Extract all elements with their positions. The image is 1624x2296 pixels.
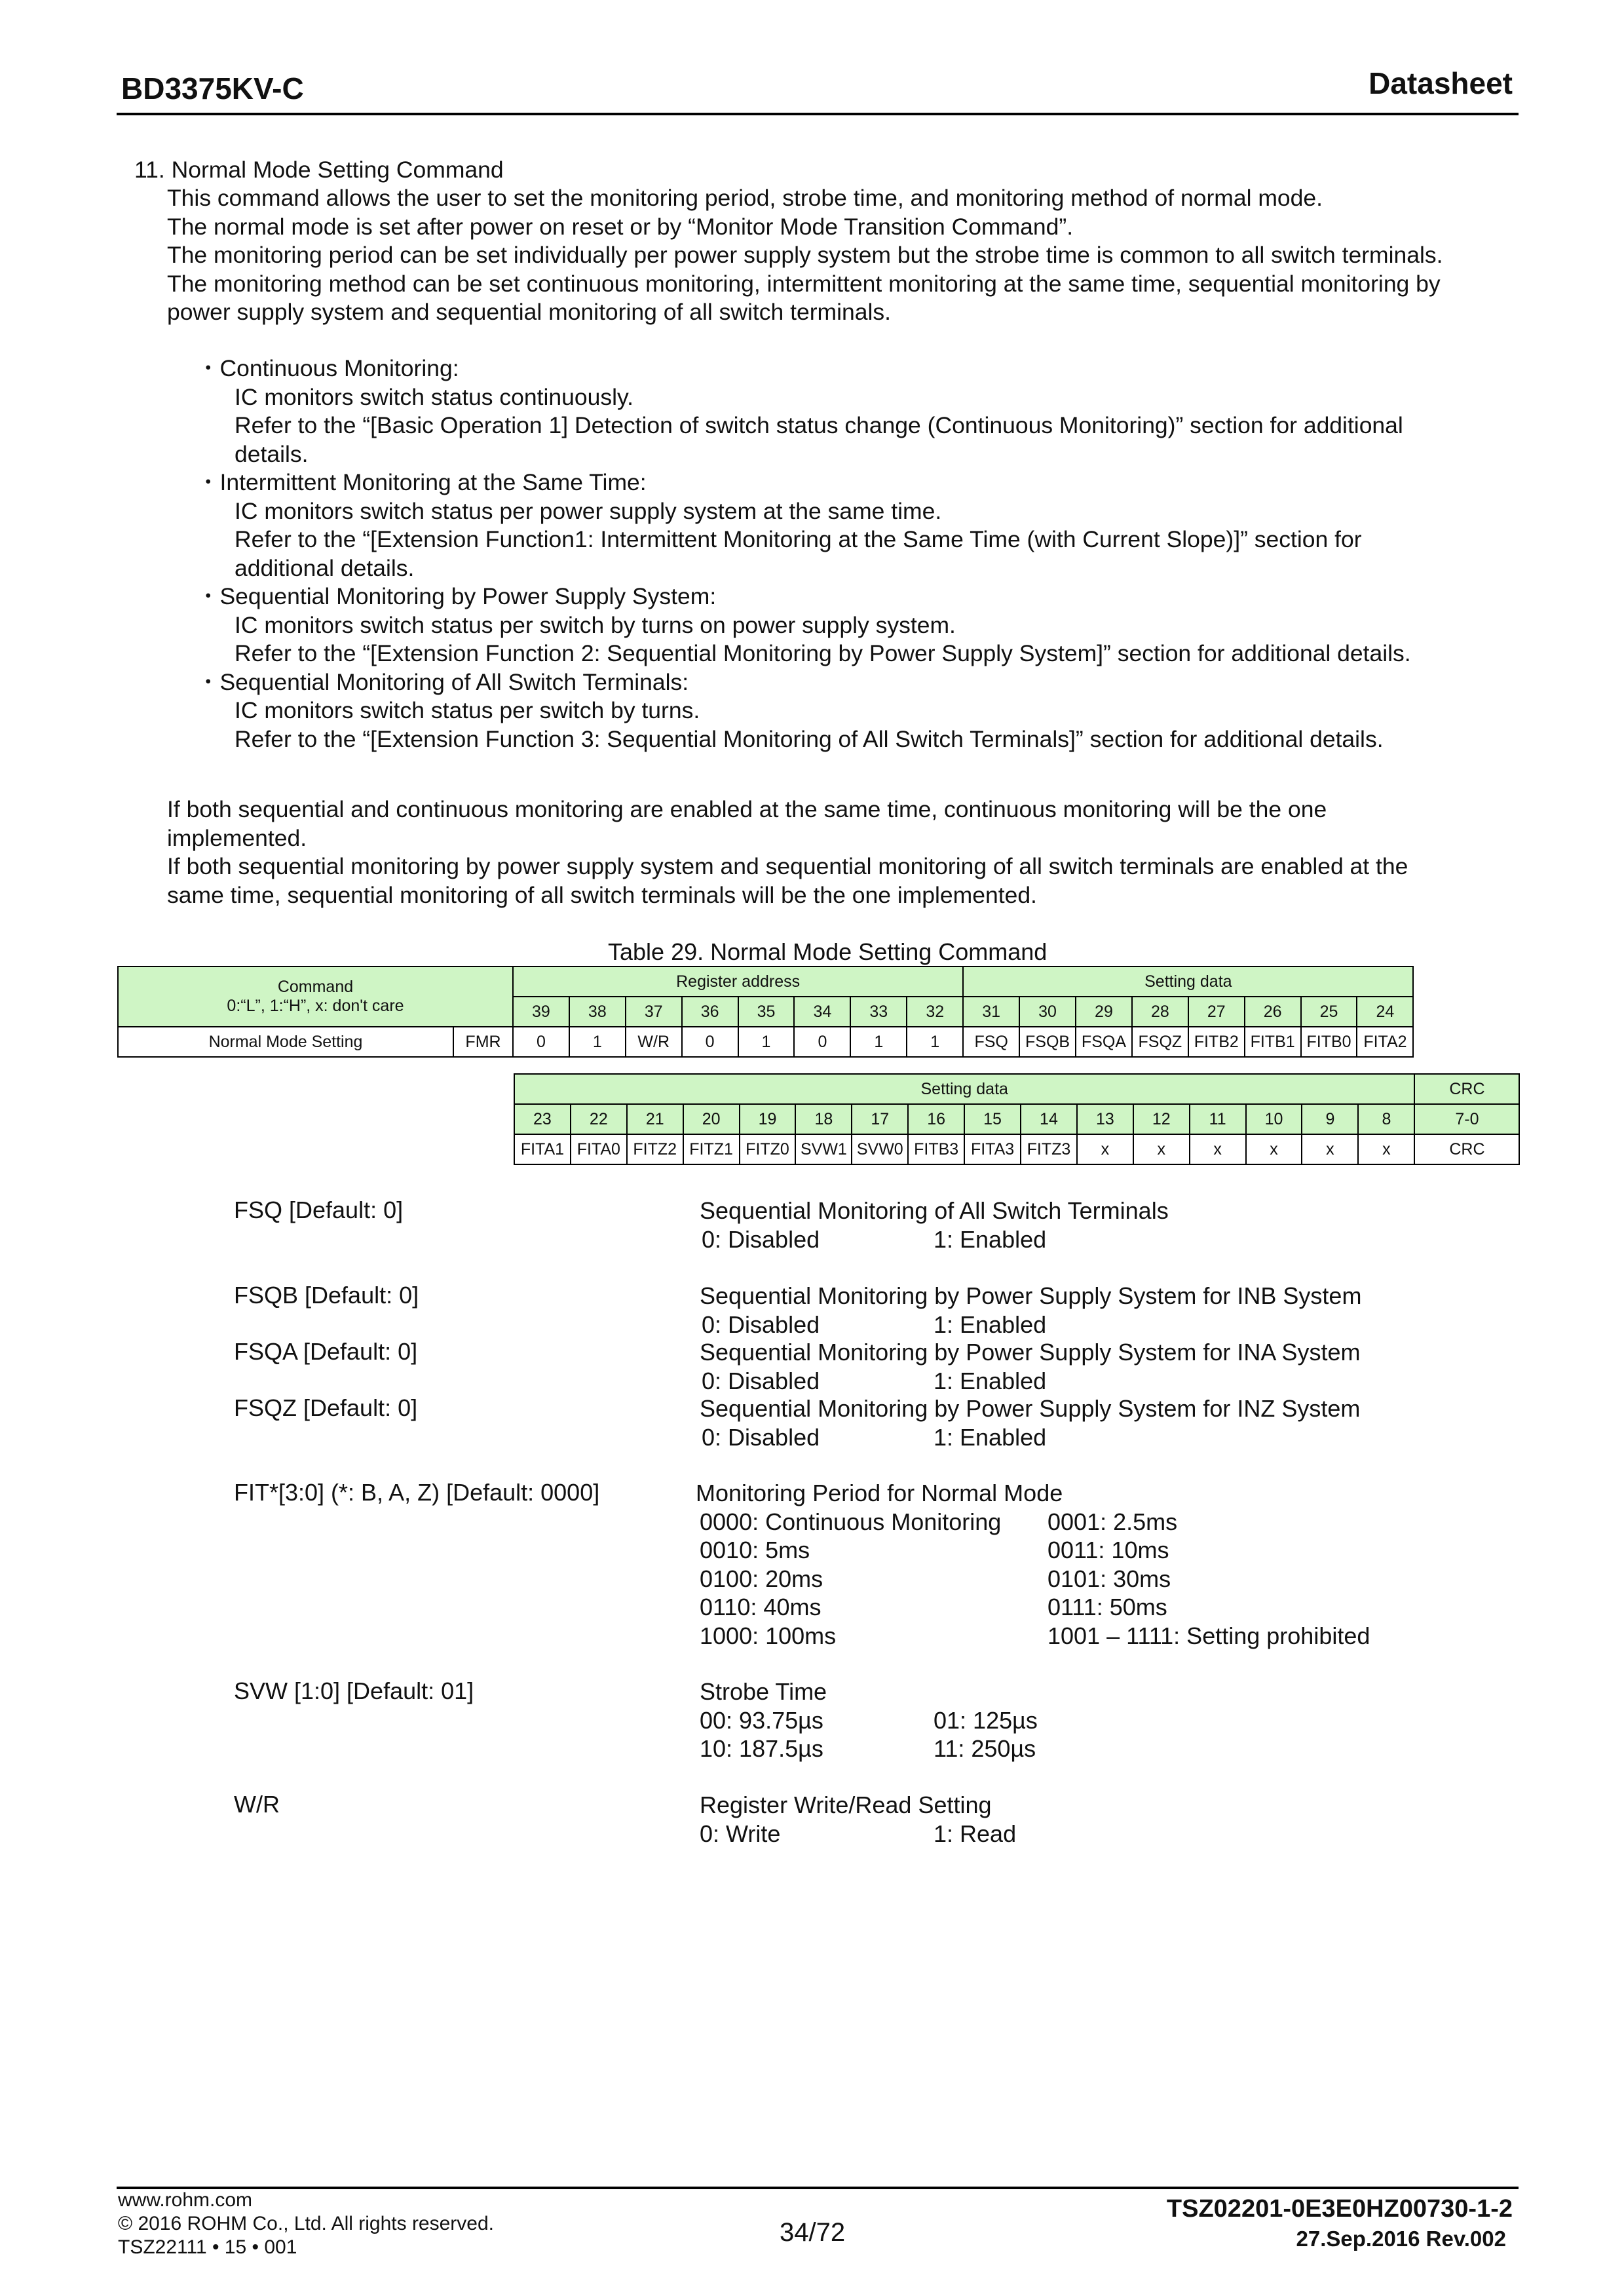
intro-line: The monitoring period can be set individually per power supply system but the strobe time is common to all switch terminals. <box>167 242 1443 268</box>
field-name-wr: W/R <box>234 1791 280 1818</box>
bit-number: 15 <box>964 1104 1021 1134</box>
option: 0100: 20ms <box>700 1565 823 1592</box>
bit-number: 11 <box>1190 1104 1246 1134</box>
bullet-heading: ・Intermittent Monitoring at the Same Time: <box>197 469 647 495</box>
option: 1: Enabled <box>934 1311 1047 1338</box>
bit-number: 30 <box>1019 997 1076 1027</box>
bullet-heading: ・Sequential Monitoring by Power Supply System: <box>197 583 717 609</box>
intro-line: The normal mode is set after power on reset or by “Monitor Mode Transition Command”. <box>167 213 1074 240</box>
bit-value: 0 <box>682 1027 738 1057</box>
bit-number: 31 <box>963 997 1019 1027</box>
bit-value: x <box>1190 1134 1246 1164</box>
command-header: Command <box>277 978 354 996</box>
intro-line: power supply system and sequential monitoring of all switch terminals. <box>167 299 891 325</box>
field-options <box>696 1536 1169 1565</box>
bit-value: 0 <box>794 1027 850 1057</box>
register-table-upper <box>117 966 1414 1058</box>
option: 0: Write <box>700 1820 781 1847</box>
option: 00: 93.75µs <box>700 1706 823 1734</box>
bit-number: 32 <box>907 997 963 1027</box>
bullet-line: IC monitors switch status continuously. <box>235 383 633 410</box>
option: 1: Enabled <box>934 1367 1047 1394</box>
priority-notes <box>167 795 1408 909</box>
bit-value: FITB2 <box>1188 1027 1245 1057</box>
bullet-line: IC monitors switch status per switch by turns. <box>235 697 700 723</box>
bit-number: 22 <box>571 1104 627 1134</box>
bullet-line: details. <box>235 440 309 467</box>
option: 0001: 2.5ms <box>1048 1508 1178 1535</box>
crc-header: CRC <box>1414 1074 1519 1104</box>
bit-value: FITB1 <box>1245 1027 1301 1057</box>
bit-value: FSQ <box>963 1027 1019 1057</box>
option: 1: Enabled <box>934 1225 1047 1253</box>
field-name-fsq: FSQ [Default: 0] <box>234 1196 404 1223</box>
field-desc-fsqb <box>700 1282 1361 1339</box>
bullet-line: Refer to the “[Extension Function1: Intermittent Monitoring at the Same Time (with Current Slope)]” section for <box>235 526 1362 552</box>
bullet-line: IC monitors switch status per power supply system at the same time. <box>235 497 942 524</box>
option: 1001 – 1111: Setting prohibited <box>1048 1622 1370 1649</box>
bit-value: FITA0 <box>571 1134 627 1164</box>
note-line: If both sequential and continuous monitoring are enabled at the same time, continuous monitoring will be the one <box>167 796 1327 822</box>
header-rule <box>117 113 1519 115</box>
bit-number: 39 <box>513 997 569 1027</box>
field-desc-title: Monitoring Period for Normal Mode <box>696 1480 1063 1506</box>
field-options <box>700 1734 1036 1763</box>
bit-number: 33 <box>850 997 907 1027</box>
field-name-fsqz: FSQZ [Default: 0] <box>234 1394 418 1421</box>
bit-value: FITA2 <box>1357 1027 1413 1057</box>
bit-value: FITZ2 <box>627 1134 683 1164</box>
bit-number: 23 <box>514 1104 571 1134</box>
page-number: 34/72 <box>780 2218 846 2247</box>
field-desc-title: Sequential Monitoring of All Switch Terminals <box>700 1197 1169 1224</box>
field-options <box>700 1706 1038 1735</box>
bit-number: 16 <box>908 1104 964 1134</box>
option: 0111: 50ms <box>1048 1594 1167 1620</box>
bit-value: FITZ0 <box>740 1134 796 1164</box>
bit-number: 13 <box>1077 1104 1133 1134</box>
field-options <box>696 1508 1178 1537</box>
bit-number: 25 <box>1301 997 1357 1027</box>
doc-type: Datasheet <box>1369 66 1513 100</box>
command-name: Normal Mode Setting <box>118 1027 453 1057</box>
part-number: BD3375KV-C <box>121 71 304 105</box>
option: 0000: Continuous Monitoring <box>700 1508 1002 1535</box>
bit-number: 9 <box>1302 1104 1358 1134</box>
bit-value: SVW0 <box>852 1134 908 1164</box>
option: 1: Enabled <box>934 1423 1047 1451</box>
bit-value: 1 <box>850 1027 907 1057</box>
copyright: © 2016 ROHM Co., Ltd. All rights reserved. <box>118 2213 494 2234</box>
field-desc-svw <box>700 1677 1038 1763</box>
bullet-heading: ・Sequential Monitoring of All Switch Terminals: <box>197 668 689 695</box>
bit-number: 29 <box>1076 997 1132 1027</box>
bit-value: FSQZ <box>1132 1027 1188 1057</box>
bit-number: 35 <box>738 997 795 1027</box>
bullet-line: Refer to the “[Basic Operation 1] Detection of switch status change (Continuous Monitoring)” section for additional <box>235 412 1403 438</box>
field-desc-fsqz <box>700 1394 1360 1451</box>
field-options <box>696 1622 1370 1651</box>
field-name-fsqa: FSQA [Default: 0] <box>234 1338 418 1365</box>
option: 0: Disabled <box>702 1225 820 1253</box>
bit-number: 12 <box>1133 1104 1190 1134</box>
bit-value: FITA1 <box>514 1134 571 1164</box>
option: 0: Disabled <box>702 1423 820 1451</box>
bit-value: 1 <box>738 1027 795 1057</box>
field-desc-wr <box>700 1791 1017 1848</box>
note-line: same time, sequential monitoring of all switch terminals will be the one implemented. <box>167 881 1037 908</box>
bit-value: FITZ3 <box>1021 1134 1077 1164</box>
monitoring-modes-list <box>197 354 1411 754</box>
bit-number: 10 <box>1246 1104 1302 1134</box>
bit-number: 26 <box>1245 997 1301 1027</box>
field-desc-title: Sequential Monitoring by Power Supply System for INA System <box>700 1339 1361 1366</box>
crc-bits: 7-0 <box>1414 1104 1519 1134</box>
field-options <box>700 1820 1017 1848</box>
command-code: FMR <box>453 1027 513 1057</box>
option: 0: Disabled <box>702 1367 820 1394</box>
field-options <box>696 1565 1171 1594</box>
bit-value: FITA3 <box>964 1134 1021 1164</box>
field-name-svw: SVW [1:0] [Default: 01] <box>234 1677 474 1704</box>
bit-value: x <box>1358 1134 1414 1164</box>
bit-number: 21 <box>627 1104 683 1134</box>
bit-number: 28 <box>1132 997 1188 1027</box>
bullet-line: additional details. <box>235 554 415 581</box>
field-options <box>696 1593 1167 1622</box>
date-revision: 27.Sep.2016 Rev.002 <box>1296 2227 1506 2251</box>
bit-value: 1 <box>907 1027 963 1057</box>
bullet-line: IC monitors switch status per switch by turns on power supply system. <box>235 611 956 638</box>
field-name-fsqb: FSQB [Default: 0] <box>234 1282 419 1309</box>
bit-number: 18 <box>795 1104 852 1134</box>
register-table-lower <box>514 1073 1520 1165</box>
bit-number: 36 <box>682 997 738 1027</box>
field-desc-title: Strobe Time <box>700 1678 827 1705</box>
field-options <box>700 1225 1169 1254</box>
option: 0110: 40ms <box>700 1594 821 1620</box>
field-desc-title: Sequential Monitoring by Power Supply System for INZ System <box>700 1395 1361 1422</box>
bit-value: x <box>1302 1134 1358 1164</box>
option: 0: Disabled <box>702 1311 820 1338</box>
bit-number: 37 <box>626 997 682 1027</box>
field-desc-title: Sequential Monitoring by Power Supply System for INB System <box>700 1282 1362 1309</box>
bit-number: 38 <box>569 997 626 1027</box>
field-options <box>700 1423 1360 1452</box>
section-intro <box>167 184 1443 327</box>
option: 0010: 5ms <box>700 1537 810 1563</box>
command-legend: 0:“L”, 1:“H”, x: don't care <box>227 997 404 1015</box>
bit-value: FITB0 <box>1301 1027 1357 1057</box>
crc-value: CRC <box>1414 1134 1519 1164</box>
bullet-line: Refer to the “[Extension Function 3: Sequential Monitoring of All Switch Terminals]” section for additional details. <box>235 725 1384 752</box>
option: 11: 250µs <box>934 1735 1036 1762</box>
footer-code: TSZ22111 • 15 • 001 <box>118 2236 297 2258</box>
field-desc-fit <box>696 1479 1370 1650</box>
bit-value: W/R <box>626 1027 682 1057</box>
field-options <box>700 1367 1360 1396</box>
option: 1000: 100ms <box>700 1622 837 1649</box>
bit-value: x <box>1246 1134 1302 1164</box>
field-name-fit: FIT*[3:0] (*: B, A, Z) [Default: 0000] <box>234 1479 600 1506</box>
bit-value: FITB3 <box>908 1134 964 1164</box>
bit-number: 20 <box>683 1104 740 1134</box>
bit-number: 8 <box>1358 1104 1414 1134</box>
note-line: implemented. <box>167 824 307 851</box>
setting-data-header: Setting data <box>514 1074 1414 1104</box>
bit-number: 14 <box>1021 1104 1077 1134</box>
intro-line: The monitoring method can be set continuous monitoring, intermittent monitoring at the same time, sequential monitoring by <box>167 270 1441 297</box>
register-address-header: Register address <box>513 966 963 997</box>
command-header-cell <box>118 966 513 1027</box>
bit-number: 19 <box>740 1104 796 1134</box>
bit-number: 34 <box>794 997 850 1027</box>
field-desc-fsq <box>700 1196 1169 1253</box>
bit-value: 0 <box>513 1027 569 1057</box>
setting-data-header: Setting data <box>963 966 1413 997</box>
doc-number: TSZ02201-0E3E0HZ00730-1-2 <box>1166 2195 1513 2223</box>
bit-value: 1 <box>569 1027 626 1057</box>
option: 1: Read <box>934 1820 1017 1847</box>
option: 0011: 10ms <box>1048 1537 1169 1563</box>
table-caption: Table 29. Normal Mode Setting Command <box>608 938 1048 965</box>
option: 10: 187.5µs <box>700 1735 823 1762</box>
field-desc-title: Register Write/Read Setting <box>700 1791 992 1818</box>
intro-line: This command allows the user to set the monitoring period, strobe time, and monitoring method of normal mode. <box>167 185 1323 211</box>
bit-number: 24 <box>1357 997 1413 1027</box>
field-desc-fsqa <box>700 1338 1360 1395</box>
bit-number: 17 <box>852 1104 908 1134</box>
website-link[interactable]: www.rohm.com <box>118 2189 253 2211</box>
bullet-heading: ・Continuous Monitoring: <box>197 355 459 381</box>
option: 0101: 30ms <box>1048 1565 1171 1592</box>
bit-value: x <box>1133 1134 1190 1164</box>
bit-value: SVW1 <box>795 1134 852 1164</box>
bit-value: FSQA <box>1076 1027 1132 1057</box>
bullet-line: Refer to the “[Extension Function 2: Sequential Monitoring by Power Supply System]” section for additional details. <box>235 640 1411 666</box>
bit-number: 27 <box>1188 997 1245 1027</box>
section-title: 11. Normal Mode Setting Command <box>134 157 504 183</box>
bit-value: FSQB <box>1019 1027 1076 1057</box>
footer-left <box>118 2189 494 2259</box>
note-line: If both sequential monitoring by power supply system and sequential monitoring of all switch terminals are enabled at the <box>167 853 1408 879</box>
bit-value: FITZ1 <box>683 1134 740 1164</box>
bit-value: x <box>1077 1134 1133 1164</box>
option: 01: 125µs <box>934 1706 1038 1734</box>
field-options <box>700 1311 1361 1339</box>
